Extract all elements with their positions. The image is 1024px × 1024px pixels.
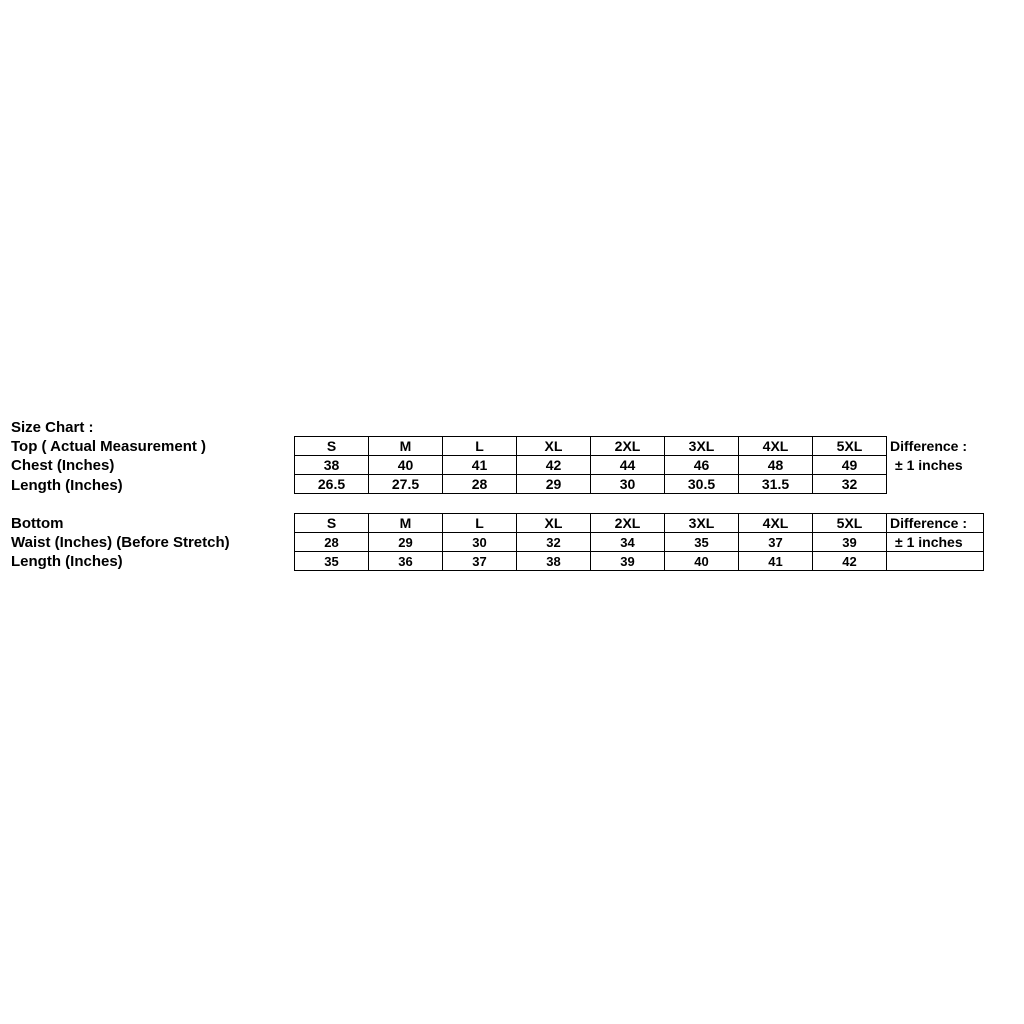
table-cell: 38	[517, 552, 591, 571]
table-cell: 32	[517, 533, 591, 552]
table-cell: 39	[591, 552, 665, 571]
size-header: S	[295, 437, 369, 456]
table-cell: 44	[591, 456, 665, 475]
table-cell: 26.5	[295, 475, 369, 494]
table-cell: 31.5	[739, 475, 813, 494]
size-header: 5XL	[813, 514, 887, 533]
table-cell: 28	[295, 533, 369, 552]
top-chest-row	[295, 456, 984, 475]
size-header: 3XL	[665, 437, 739, 456]
empty-cell	[887, 552, 984, 571]
table-cell: 37	[739, 533, 813, 552]
top-difference-label: Difference :	[887, 437, 984, 456]
bottom-size-table	[294, 513, 984, 571]
size-header: 5XL	[813, 437, 887, 456]
size-header: S	[295, 514, 369, 533]
table-cell: 42	[517, 456, 591, 475]
size-header: L	[443, 514, 517, 533]
table-cell: 40	[665, 552, 739, 571]
top-chest-label: Chest (Inches)	[11, 457, 115, 474]
size-header: M	[369, 437, 443, 456]
size-header: XL	[517, 437, 591, 456]
bottom-size-row	[295, 514, 984, 533]
table-cell: 39	[813, 533, 887, 552]
table-cell: 35	[295, 552, 369, 571]
size-header: 2XL	[591, 514, 665, 533]
table-cell: 46	[665, 456, 739, 475]
table-cell: 41	[443, 456, 517, 475]
table-cell: 30	[443, 533, 517, 552]
table-cell: 28	[443, 475, 517, 494]
size-header: 3XL	[665, 514, 739, 533]
table-cell: 37	[443, 552, 517, 571]
bottom-waist-label: Waist (Inches) (Before Stretch)	[11, 534, 230, 551]
size-header: L	[443, 437, 517, 456]
size-header: M	[369, 514, 443, 533]
table-cell: 30.5	[665, 475, 739, 494]
top-heading: Top ( Actual Measurement )	[11, 438, 207, 455]
size-header: 4XL	[739, 437, 813, 456]
size-header: 4XL	[739, 514, 813, 533]
table-cell: 42	[813, 552, 887, 571]
table-cell: 34	[591, 533, 665, 552]
size-header: 2XL	[591, 437, 665, 456]
top-length-label: Length (Inches)	[11, 477, 123, 494]
table-cell: 49	[813, 456, 887, 475]
top-length-row	[295, 475, 984, 494]
table-cell: 48	[739, 456, 813, 475]
bottom-waist-row	[295, 533, 984, 552]
bottom-difference-label: Difference :	[887, 514, 984, 533]
bottom-length-label: Length (Inches)	[11, 553, 123, 570]
table-cell: 32	[813, 475, 887, 494]
table-cell: 30	[591, 475, 665, 494]
table-cell: 29	[517, 475, 591, 494]
top-difference-value: ± 1 inches	[887, 456, 984, 475]
top-size-table	[294, 436, 984, 494]
table-cell: 35	[665, 533, 739, 552]
table-cell: 36	[369, 552, 443, 571]
bottom-difference-value: ± 1 inches	[887, 533, 984, 552]
table-cell: 29	[369, 533, 443, 552]
bottom-heading: Bottom	[11, 515, 64, 532]
empty-cell	[887, 475, 984, 494]
table-cell: 38	[295, 456, 369, 475]
top-size-row	[295, 437, 984, 456]
table-cell: 27.5	[369, 475, 443, 494]
size-chart-title: Size Chart :	[11, 419, 94, 436]
table-cell: 41	[739, 552, 813, 571]
table-cell: 40	[369, 456, 443, 475]
size-header: XL	[517, 514, 591, 533]
bottom-length-row	[295, 552, 984, 571]
